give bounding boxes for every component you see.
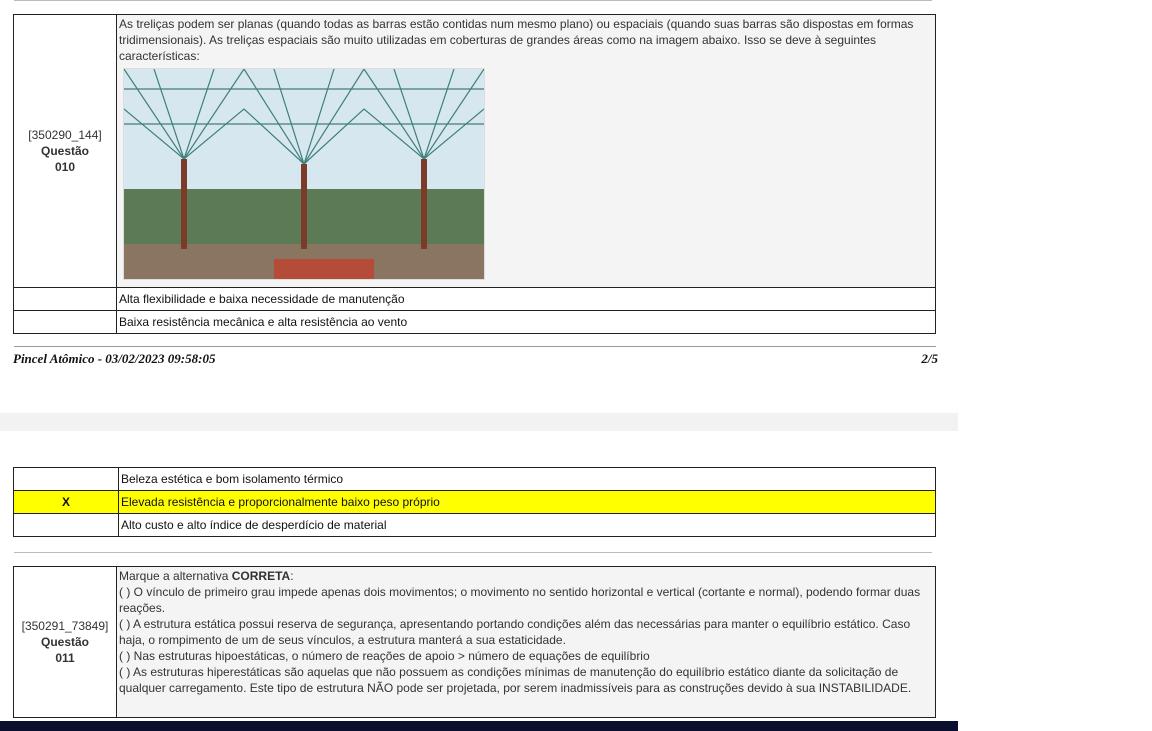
bottom-bar	[0, 721, 958, 731]
option-e-mark[interactable]	[14, 514, 119, 537]
space-truss-photo	[123, 68, 485, 280]
statement-item: ( ) A estrutura estática possui reserva de segurança, apresentando portando condições além das necessárias para manter o equilíbrio estático. Caso haja, o rompimento de um de seus vínculos, a estrutura manterá a sua estaticidade.	[119, 617, 911, 647]
question-010-statement	[117, 15, 936, 288]
option-a[interactable]: Alta flexibilidade e baixa necessidade de manutenção	[117, 288, 936, 311]
statement-item: ( ) Nas estruturas hipoestáticas, o número de reações de apoio > número de equações de equilíbrio	[119, 649, 650, 663]
footer-divider	[14, 346, 936, 347]
question-011-statement	[117, 567, 936, 718]
question-divider	[14, 552, 932, 553]
question-010-id	[14, 15, 117, 288]
option-d-selected[interactable]: Elevada resistência e proporcionalmente baixo peso próprio	[119, 491, 936, 514]
intro-end: :	[290, 569, 294, 583]
statement-item: ( ) As estruturas hiperestáticas são aquelas que não possuem as condições mínimas de manutenção do equilíbrio estático diante da solicitação de qualquer carregamento. Este tipo de estrutura NÃO pode ser projetada, por serem inadmissíveis para as construções devido à sua INSTABILIDADE.	[119, 665, 912, 695]
option-e[interactable]: Alto custo e alto índice de desperdício de material	[119, 514, 936, 537]
question-011-id	[14, 567, 117, 718]
question-text: As treliças podem ser planas (quando todas as barras estão contidas num mesmo plano) ou espaciais (quando suas barras são dispostas em formas tridimensionais). As treliças espaciais são muito utilizadas em coberturas de grandes áreas como na imagem abaixo. Isso se deve à seguintes características:	[119, 17, 914, 63]
page-footer	[13, 351, 938, 367]
question-number: 011	[55, 651, 75, 665]
statement-item: ( ) O vínculo de primeiro grau impede apenas dois movimentos; o movimento no sentido horizontal e vertical (cortante e normal), podendo formar duas reações.	[119, 585, 921, 615]
question-code: [350291_73849]	[21, 619, 109, 633]
option-d-mark[interactable]: X	[14, 491, 119, 514]
question-011-table	[13, 566, 936, 718]
question-label: Questão	[40, 144, 89, 158]
option-a-mark[interactable]	[14, 288, 117, 311]
page-break	[0, 413, 958, 431]
option-b-mark[interactable]	[14, 311, 117, 334]
question-label: Questão	[40, 635, 89, 649]
question-intro	[119, 568, 933, 584]
footer-timestamp: Pincel Atômico - 03/02/2023 09:58:05	[13, 351, 216, 366]
top-divider	[14, 0, 932, 1]
question-010-table	[13, 14, 936, 334]
question-number: 010	[54, 160, 76, 174]
intro-emphasis: CORRETA	[231, 569, 291, 583]
option-c[interactable]: Beleza estética e bom isolamento térmico	[119, 468, 936, 491]
option-b[interactable]: Baixa resistência mecânica e alta resistência ao vento	[117, 311, 936, 334]
question-code: [350290_144]	[28, 128, 102, 142]
page-number: 2/5	[921, 351, 938, 366]
question-010-options-continued	[13, 467, 936, 537]
option-c-mark[interactable]	[14, 468, 119, 491]
intro-text: Marque a alternativa	[119, 569, 232, 583]
